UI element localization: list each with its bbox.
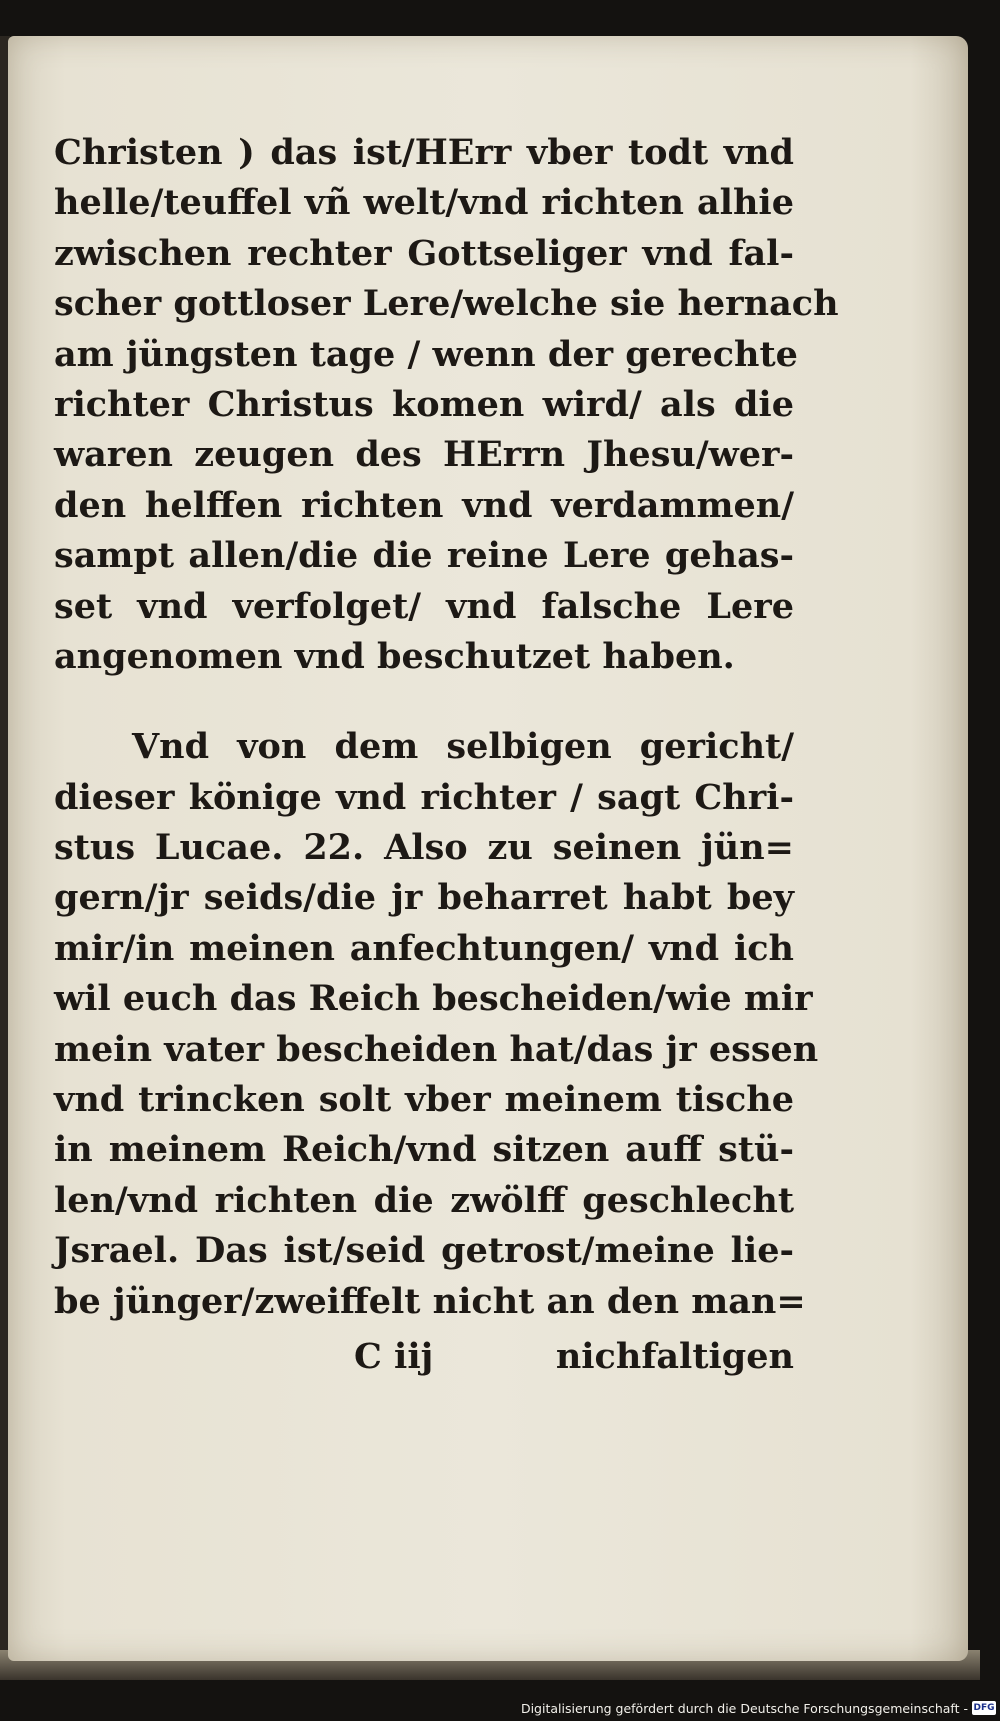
paragraph-gap bbox=[54, 682, 794, 722]
text-line: am jüngsten tage / wenn der gerechte bbox=[54, 333, 798, 375]
catchword: nichfaltigen bbox=[555, 1336, 794, 1377]
text-line: sampt allen/die die reine Lere gehas- bbox=[54, 535, 794, 577]
dfg-logo-icon: DFG bbox=[973, 1703, 995, 1713]
paragraph-2 bbox=[54, 722, 819, 1327]
credit-bar bbox=[0, 1698, 1000, 1721]
text-line: mein vater bescheiden hat/das jr essen bbox=[54, 1028, 819, 1070]
text-line: set vnd verfolget/ vnd falsche Lere bbox=[54, 585, 794, 627]
paragraph-1 bbox=[54, 128, 839, 682]
text-line: helle/teuffel vñ welt/vnd richten alhie bbox=[54, 182, 794, 224]
text-line: Christen ) das ist/HErr vber todt vnd bbox=[54, 132, 794, 173]
text-line: gern/jr seids/die jr beharret habt bey bbox=[54, 877, 794, 919]
text-line: richter Christus komen wird/ als die bbox=[54, 383, 794, 425]
text-line: vnd trincken solt vber meinem tische bbox=[54, 1079, 794, 1121]
page-footer bbox=[54, 1336, 794, 1386]
text-line: Jsrael. Das ist/seid getrost/meine lie- bbox=[54, 1230, 794, 1272]
signature-mark: C iij bbox=[354, 1336, 434, 1377]
text-line: stus Lucae. 22. Also zu seinen jün= bbox=[54, 827, 794, 869]
page-text bbox=[54, 128, 839, 1327]
text-line: waren zeugen des HErrn Jhesu/wer- bbox=[54, 434, 794, 476]
text-line: len/vnd richten die zwölff geschlecht bbox=[54, 1179, 794, 1221]
text-line: den helffen richten vnd verdammen/ bbox=[54, 484, 794, 526]
text-line: scher gottloser Lere/welche sie hernach bbox=[54, 283, 839, 325]
text-line: angenomen vnd beschutzet haben. bbox=[54, 635, 735, 677]
text-line: wil euch das Reich bescheiden/wie mir bbox=[54, 978, 813, 1020]
text-line: in meinem Reich/vnd sitzen auff stü- bbox=[54, 1129, 794, 1171]
text-line: dieser könige vnd richter / sagt Chri- bbox=[54, 776, 794, 818]
text-line: be jünger/zweiffelt nicht an den man= bbox=[54, 1280, 806, 1322]
text-line: zwischen rechter Gottseliger vnd fal- bbox=[54, 232, 794, 274]
funding-credit: Digitalisierung gefördert durch die Deutsche Forschungsgemeinschaft - bbox=[520, 1701, 968, 1716]
text-line: mir/in meinen anfechtungen/ vnd ich bbox=[54, 927, 794, 969]
text-line: Vnd von dem selbigen gericht/ bbox=[132, 726, 794, 768]
